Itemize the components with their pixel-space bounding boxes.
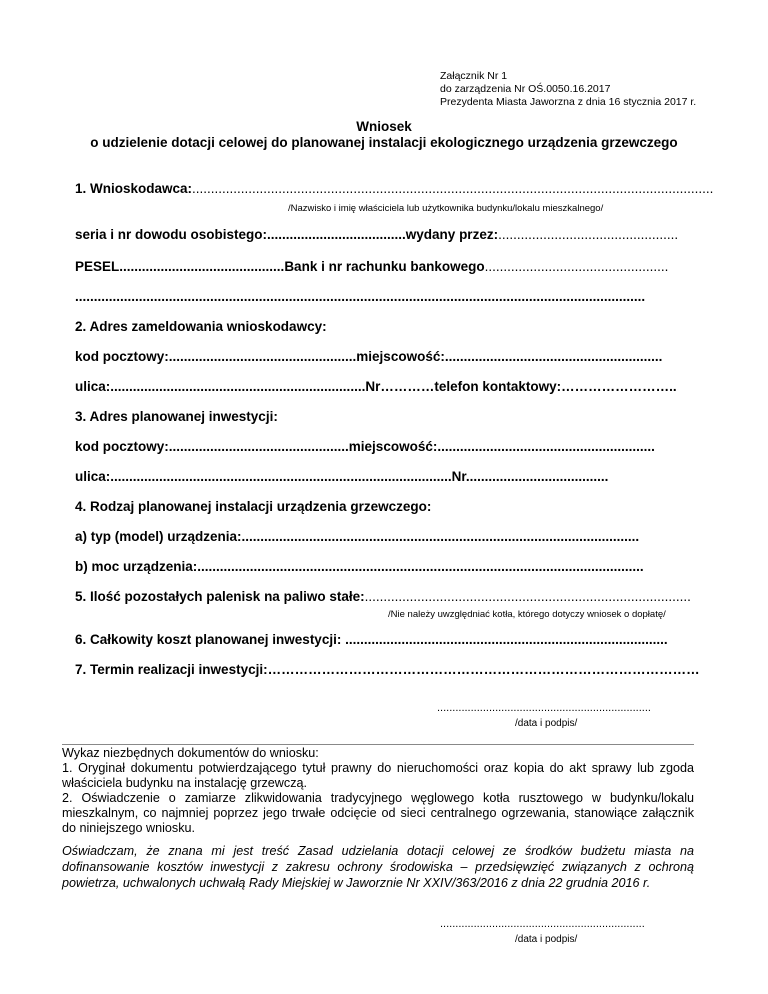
investment-postal-field[interactable]: ................................................ (168, 439, 349, 454)
applicant-note: /Nazwisko i imię właściciela lub użytkownika budynku/lokalu mieszkalnego/ (288, 203, 604, 214)
registered-postal-label: kod pocztowy: (75, 349, 169, 364)
investment-postal-line (75, 439, 655, 454)
section-divider (62, 744, 694, 745)
device-power-label: b) moc urządzenia: (75, 559, 198, 574)
registered-postal-field[interactable]: .................................................. (168, 349, 357, 364)
documents-list (62, 746, 694, 836)
pesel-field[interactable]: ............................................ (119, 259, 285, 274)
signature-field-1[interactable]: ...................................................................... (437, 702, 651, 714)
issued-by-field[interactable]: ................................................ (498, 227, 679, 242)
investment-nr-label: Nr (451, 469, 466, 484)
id-card-field[interactable]: ..................................... (267, 227, 406, 242)
pesel-label: PESEL (75, 259, 120, 274)
device-type-label: a) typ (model) urządzenia: (75, 529, 242, 544)
header-line-3: Prezydenta Miasta Jaworzna z dnia 16 stycznia 2017 r. (440, 96, 697, 108)
issued-by-label: wydany przez: (405, 227, 499, 242)
documents-item-1: 1. Oryginał dokumentu potwierdzającego tytuł prawny do nieruchomości oraz kopia do akt sprawy lub zgoda właściciela budynku na instalację grzewczą. (62, 761, 694, 790)
investment-postal-label: kod pocztowy: (75, 439, 169, 454)
id-card-label: seria i nr dowodu osobistego: (75, 227, 268, 242)
applicant-label: 1. Wnioskodawca: (75, 181, 193, 196)
registered-nr-field[interactable]: ………… (380, 379, 435, 394)
registered-nr-label: Nr (365, 379, 381, 394)
phone-field[interactable]: …………………….. (561, 379, 677, 394)
registered-postal-line (75, 349, 662, 364)
heating-device-heading: 4. Rodzaj planowanej instalacji urządzenia grzewczego: (75, 499, 432, 514)
bank-field[interactable]: ................................................. (484, 259, 669, 274)
total-cost-line (75, 632, 668, 647)
registered-city-label: miejscowość: (356, 349, 445, 364)
investment-street-field[interactable]: ........................................................................................... (110, 469, 452, 484)
device-power-field[interactable]: ....................................................................................................................... (197, 559, 644, 574)
investment-city-label: miejscowość: (348, 439, 438, 454)
registered-street-line (75, 379, 677, 394)
documents-heading: Wykaz niezbędnych dokumentów do wniosku: (62, 746, 319, 760)
investment-address-heading: 3. Adres planowanej inwestycji: (75, 409, 278, 424)
registered-city-field[interactable]: .......................................................... (444, 349, 663, 364)
completion-date-label: 7. Termin realizacji inwestycji: (75, 662, 268, 677)
attachment-header (440, 70, 696, 109)
form-title: Wniosek (356, 119, 412, 134)
header-line-2: do zarządzenia Nr OŚ.0050.16.2017 (440, 83, 611, 95)
form-subtitle: o udzielenie dotacji celowej do planowanej instalacji ekologicznego urządzenia grzewczego (90, 135, 678, 150)
phone-label: telefon kontaktowy: (434, 379, 562, 394)
registered-street-label: ulica: (75, 379, 111, 394)
device-type-line (75, 529, 639, 544)
investment-street-line (75, 469, 608, 484)
total-cost-field[interactable]: ...................................................................................... (345, 632, 668, 647)
signature-field-2[interactable]: ................................................................... (440, 918, 645, 930)
pesel-bank-line (75, 259, 668, 274)
id-card-line (75, 227, 678, 242)
investment-street-label: ulica: (75, 469, 111, 484)
bank-label: Bank i nr rachunku bankowego (284, 259, 485, 274)
investment-nr-field[interactable]: ...................................... (465, 469, 609, 484)
registered-street-field[interactable]: .................................................................... (110, 379, 366, 394)
device-power-line (75, 559, 644, 574)
bank-account-continuation-field[interactable]: ........................................................................................................................................................ (75, 289, 646, 304)
remaining-furnaces-line (75, 589, 691, 604)
remaining-furnaces-label: 5. Ilość pozostałych palenisk na paliwo stałe: (75, 589, 365, 604)
signature-label-2: /data i podpis/ (515, 934, 578, 945)
signature-label-1: /data i podpis/ (515, 718, 578, 729)
remaining-furnaces-note: /Nie należy uwzględniać kotła, którego dotyczy wniosek o dopłatę/ (388, 609, 666, 620)
header-line-1: Załącznik Nr 1 (440, 70, 508, 82)
completion-date-field[interactable]: …………………………………………………………………………………… (267, 662, 700, 677)
remaining-furnaces-field[interactable]: ....................................................................................... (364, 589, 691, 604)
documents-item-2: 2. Oświadczenie o zamiarze zlikwidowania tradycyjnego węglowego kotła rusztowego w budynku/lokalu mieszkalnym, co najmniej poprzez jego trwałe odcięcie od sieci centralnego ogrzewania, stanowiące załącznik do niniejszego wniosku. (62, 791, 694, 835)
applicant-line (75, 181, 713, 196)
device-type-field[interactable]: .......................................................................................................... (241, 529, 640, 544)
declaration-text: Oświadczam, że znana mi jest treść Zasad udzielania dotacji celowej ze środków budżetu miasta na dofinansowanie kosztów inwestycji z zakresu ochrony środowiska – przedsięwzięć związanych z ochroną powietrza, uchwalonych uchwałą Rady Miejskiej w Jaworznie Nr XXIV/363/2016 z dnia 22 grudnia 2016 r. (62, 844, 694, 890)
registered-address-heading: 2. Adres zameldowania wnioskodawcy: (75, 319, 327, 334)
completion-date-line (75, 662, 700, 677)
applicant-field[interactable]: ........................................................................................................................................... (192, 181, 714, 196)
total-cost-label: 6. Całkowity koszt planowanej inwestycji: (75, 632, 346, 647)
investment-city-field[interactable]: .......................................................... (437, 439, 655, 454)
